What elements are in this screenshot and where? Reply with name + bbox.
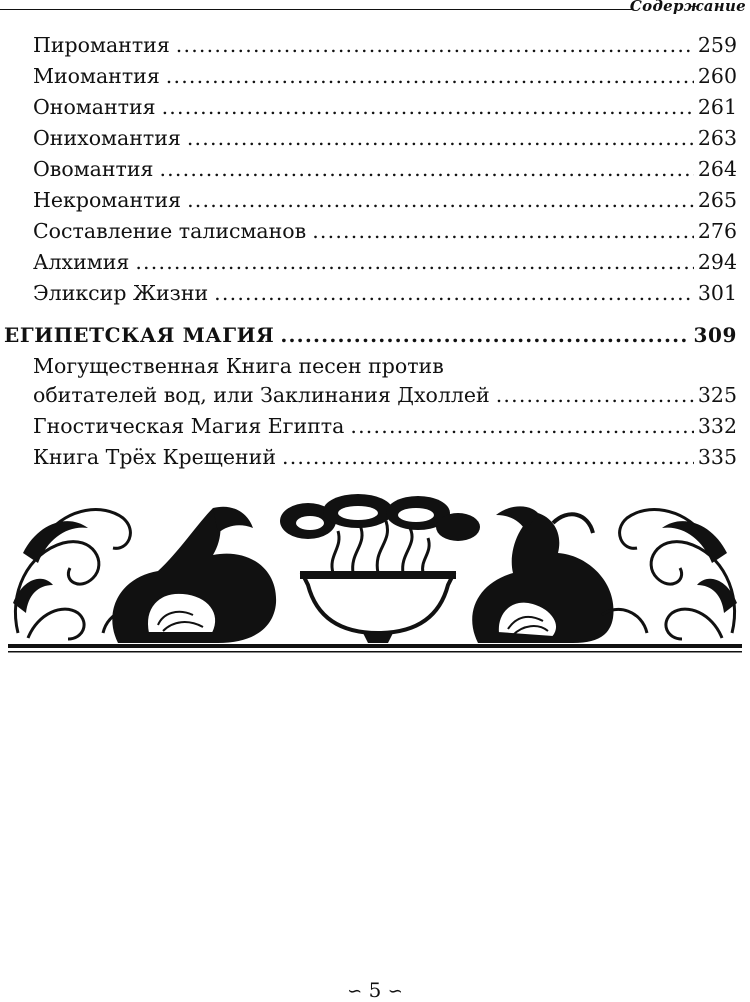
- toc-entry-page: 332: [697, 414, 737, 438]
- toc-entry-page: 335: [697, 445, 737, 469]
- toc-entry-page: 260: [697, 64, 737, 88]
- toc-entry-page: 276: [697, 219, 737, 243]
- toc-entry-title-continued: обитателей вод, или Заклинания Дхоллей: [33, 383, 490, 407]
- toc-entry-title: Книга Трёх Крещений: [33, 445, 276, 469]
- page-number: 5: [368, 978, 382, 1002]
- toc-entry-title: Миомантия: [33, 64, 160, 88]
- dot-leader: [159, 154, 693, 185]
- toc-entry[interactable]: [33, 216, 737, 247]
- toc-entry-page: 294: [697, 250, 737, 274]
- toc-entry-title: Составление талисманов: [33, 219, 307, 243]
- dot-leader: [135, 247, 694, 278]
- toc-entry[interactable]: [33, 442, 737, 473]
- toc-entry-title: Пиромантия: [33, 33, 170, 57]
- griffin-cauldron-vignette-icon: [8, 493, 742, 661]
- toc-entry-page: 301: [697, 281, 737, 305]
- toc-entry-title: Некромантия: [33, 188, 182, 212]
- toc-entry[interactable]: [33, 92, 737, 123]
- toc-entry[interactable]: [33, 185, 737, 216]
- toc-entry-page: 264: [697, 157, 737, 181]
- dot-leader: [350, 411, 693, 442]
- section-page: 309: [693, 323, 737, 347]
- toc-entry-title: Онихомантия: [33, 126, 181, 150]
- toc-entry-title: Алхимия: [33, 250, 130, 274]
- toc-entry-page: 259: [697, 33, 737, 57]
- toc-entry[interactable]: [33, 247, 737, 278]
- section-title: ЕГИПЕТСКАЯ МАГИЯ: [4, 323, 275, 347]
- toc-entry-page: 263: [697, 126, 737, 150]
- toc-entry[interactable]: [33, 123, 737, 154]
- dot-leader: [280, 320, 689, 351]
- dot-leader: [312, 216, 694, 247]
- header-rule: [0, 9, 632, 10]
- dot-leader: [282, 442, 694, 473]
- toc-entry-title: Гностическая Магия Египта: [33, 414, 345, 438]
- toc-entry[interactable]: [33, 380, 737, 411]
- running-header-title: Содержание: [629, 0, 746, 15]
- dot-leader: [187, 185, 694, 216]
- toc-entry[interactable]: [33, 278, 737, 309]
- toc-entry-title: Ономантия: [33, 95, 156, 119]
- toc-entry-title: Овомантия: [33, 157, 154, 181]
- running-header: [0, 0, 750, 16]
- toc-entry[interactable]: [33, 61, 737, 92]
- dot-leader: [162, 92, 694, 123]
- toc-entry-page: 325: [697, 383, 737, 407]
- toc-entry-title: Эликсир Жизни: [33, 281, 209, 305]
- toc-section-heading[interactable]: [4, 320, 737, 351]
- toc-entry-title: Могущественная Книга песен против: [33, 354, 444, 378]
- dot-leader: [496, 380, 694, 411]
- toc-entry-page: 265: [697, 188, 737, 212]
- dot-leader: [166, 61, 694, 92]
- dot-leader: [176, 30, 694, 61]
- swash-right-icon: ∽: [387, 981, 403, 1002]
- toc-entry[interactable]: [33, 154, 737, 185]
- dot-leader: [187, 123, 694, 154]
- toc-entry-line1[interactable]: [33, 351, 737, 382]
- toc-entry-page: 261: [697, 95, 737, 119]
- swash-left-icon: ∽: [347, 981, 363, 1002]
- toc-entry[interactable]: [33, 30, 737, 61]
- dot-leader: [214, 278, 694, 309]
- toc-entry[interactable]: [33, 411, 737, 442]
- page-number-footer: [0, 978, 750, 1002]
